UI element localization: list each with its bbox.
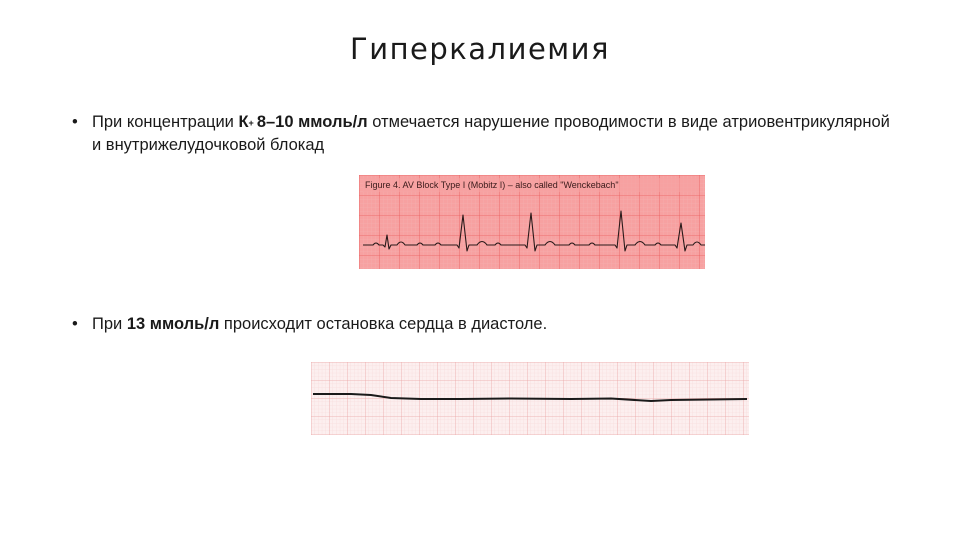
potassium-symbol: К <box>238 113 249 131</box>
asystole-ecg-image <box>311 362 749 435</box>
av-block-ecg-image <box>359 175 705 269</box>
concentration-value: 13 ммоль/л <box>126 315 220 333</box>
bullet-asystole <box>72 313 892 336</box>
bullet-text-part2: происходит остановка сердца в диастоле. <box>219 315 548 333</box>
bullet-marker: • <box>72 315 78 333</box>
bullet-text-part1: При концентрации <box>92 113 239 131</box>
bullet-text-part2: отмечается нарушение проводимости в виде атриовентрикулярной и внутрижелудочковой блокад <box>92 113 890 154</box>
bullet-marker: • <box>72 113 78 131</box>
bullet-av-block <box>72 111 892 157</box>
ecg-caption: Figure 4. AV Block Type I (Mobitz I) – also called "Wenckebach" <box>365 180 619 190</box>
bullet-text <box>92 313 892 336</box>
potassium-charge: + <box>248 118 254 128</box>
slide-title: Гиперкалиемия <box>350 32 610 66</box>
bullet-text <box>92 111 892 157</box>
bullet-text-part1: При <box>92 315 127 333</box>
concentration-range: 8–10 ммоль/л <box>256 113 368 131</box>
